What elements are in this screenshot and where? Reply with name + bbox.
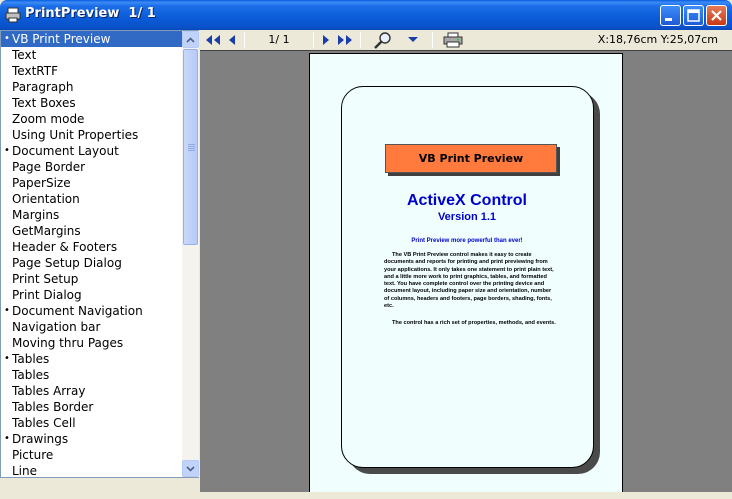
list-item[interactable] [1, 255, 182, 271]
list-item[interactable] [1, 31, 182, 47]
first-page-button[interactable] [203, 30, 223, 50]
list-item[interactable] [1, 143, 182, 159]
list-item-label: Document Layout [12, 144, 119, 158]
list-item[interactable] [1, 431, 182, 447]
list-item-label: Text Boxes [12, 96, 76, 110]
printer-icon [443, 32, 463, 48]
list-item-label: Using Unit Properties [12, 128, 139, 142]
double-arrow-left-icon [205, 34, 221, 46]
document-banner: VB Print Preview [385, 144, 557, 173]
document-version: Version 1.1 [437, 211, 497, 223]
maximize-button[interactable] [683, 5, 704, 26]
list-item-label: VB Print Preview [12, 32, 111, 46]
list-item[interactable] [1, 287, 182, 303]
page-indicator: 1/ 1 [268, 33, 290, 46]
list-item-label: Page Setup Dialog [12, 256, 122, 270]
bullet-icon: • [4, 305, 10, 316]
list-item[interactable] [1, 367, 182, 383]
list-item[interactable] [1, 79, 182, 95]
list-item-label: Paragraph [12, 80, 74, 94]
document-paragraph: The VB Print Preview control makes it easy to create documents and reports for printing and print previewing from your applications. It only takes one statement to print plain text, and a little more work to print graphics, tables, and formatted text. You have complete control over the printing device and document layout, including paper size and orientation, number of columns, headers and footers, page borders, shading, fonts, etc. [384, 252, 554, 310]
dropdown-arrow-icon [407, 36, 419, 44]
list-item[interactable] [1, 239, 182, 255]
list-item[interactable] [1, 175, 182, 191]
close-button[interactable] [706, 5, 727, 26]
cursor-coordinates: X:18,76cm Y:25,07cm [597, 33, 718, 46]
list-item[interactable] [1, 207, 182, 223]
list-item-label: Print Setup [12, 272, 79, 286]
list-item-label: Tables Array [12, 384, 86, 398]
list-item-label: Text [12, 48, 37, 62]
last-page-button[interactable] [335, 30, 355, 50]
close-icon [707, 6, 726, 25]
document-tagline: Print Preview more powerful than ever! [411, 238, 523, 244]
list-item-label: Page Border [12, 160, 86, 174]
document-heading: ActiveX Control [406, 192, 527, 209]
window-title: PrintPreview 1/ 1 [25, 6, 156, 21]
print-button[interactable] [440, 30, 466, 50]
bullet-icon: • [4, 433, 10, 444]
list-item-label: Margins [12, 208, 60, 222]
list-item-label: Line [12, 464, 38, 477]
list-item[interactable] [1, 95, 182, 111]
bullet-icon: • [4, 145, 10, 156]
list-item-label: Picture [12, 448, 54, 462]
printer-app-icon[interactable] [5, 7, 21, 23]
arrow-right-icon [322, 34, 330, 46]
zoom-button[interactable] [368, 30, 398, 50]
arrow-left-icon [228, 34, 236, 46]
list-item[interactable] [1, 335, 182, 351]
zoom-dropdown-button[interactable] [402, 30, 424, 50]
list-item[interactable] [1, 271, 182, 287]
list-item[interactable] [1, 415, 182, 431]
list-item-label: Tables [12, 368, 50, 382]
scroll-down-button[interactable] [182, 460, 199, 477]
list-item-label: Print Dialog [12, 288, 82, 302]
double-arrow-right-icon [337, 34, 353, 46]
list-item[interactable] [1, 351, 182, 367]
minimize-icon [661, 6, 680, 25]
list-item-label: Tables Cell [12, 416, 76, 430]
list-item[interactable] [1, 63, 182, 79]
list-item[interactable] [1, 303, 182, 319]
list-item-label: Orientation [12, 192, 80, 206]
preview-toolbar [200, 30, 732, 50]
list-item[interactable] [1, 111, 182, 127]
scroll-up-button[interactable] [182, 31, 199, 48]
list-item[interactable] [1, 463, 182, 477]
list-item[interactable] [1, 383, 182, 399]
list-item-label: Zoom mode [12, 112, 85, 126]
list-item-label: Header & Footers [12, 240, 118, 254]
preview-page[interactable] [309, 53, 623, 493]
magnifier-icon [373, 31, 393, 49]
list-item[interactable] [1, 223, 182, 239]
preview-workspace[interactable] [200, 50, 732, 492]
document-paragraph: The control has a rich set of properties, methods, and events. [392, 320, 556, 326]
topic-list-panel [0, 30, 199, 478]
bullet-icon: • [4, 353, 10, 364]
topic-list-scrollbar[interactable] [182, 31, 199, 477]
list-item-label: Tables [12, 352, 50, 366]
list-item-label: GetMargins [12, 224, 81, 238]
next-page-button[interactable] [318, 30, 334, 50]
list-item[interactable] [1, 191, 182, 207]
previous-page-button[interactable] [224, 30, 240, 50]
chevron-down-icon [186, 466, 195, 472]
status-bar [0, 492, 732, 499]
list-item[interactable] [1, 47, 182, 63]
list-item-label: PaperSize [12, 176, 71, 190]
list-item[interactable] [1, 159, 182, 175]
chevron-up-icon [186, 37, 195, 43]
list-item-label: Tables Border [12, 400, 94, 414]
list-item-label: Navigation bar [12, 320, 101, 334]
list-item-label: Drawings [12, 432, 69, 446]
topic-list[interactable] [1, 31, 182, 477]
maximize-icon [684, 6, 703, 25]
list-item-label: TextRTF [12, 64, 58, 78]
scroll-thumb[interactable] [183, 49, 198, 245]
list-item[interactable] [1, 447, 182, 463]
list-item-label: Document Navigation [12, 304, 143, 318]
list-item[interactable] [1, 399, 182, 415]
bullet-icon: • [4, 33, 10, 44]
title-bar[interactable] [0, 0, 732, 30]
minimize-button[interactable] [660, 5, 681, 26]
list-item[interactable] [1, 127, 182, 143]
list-item-label: Moving thru Pages [12, 336, 124, 350]
list-item[interactable] [1, 319, 182, 335]
